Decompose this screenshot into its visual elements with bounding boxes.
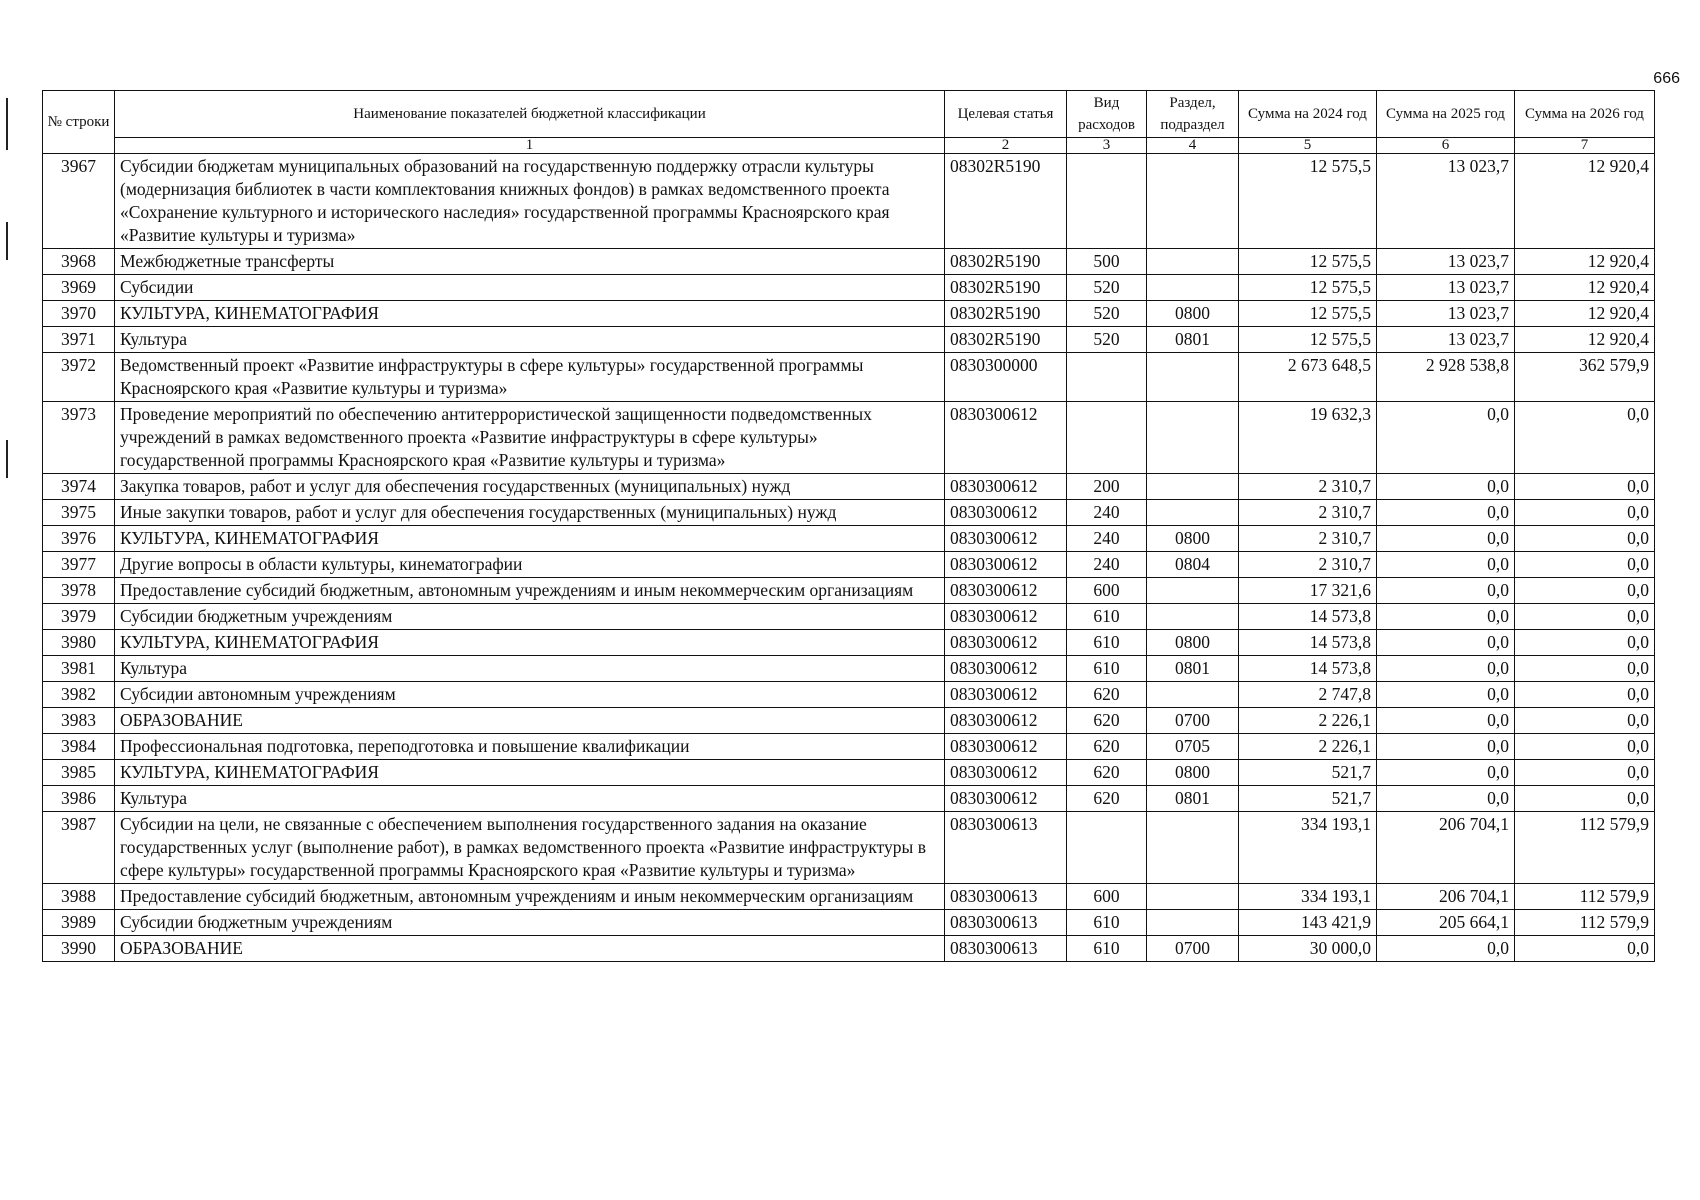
expense-type: 620 [1067,708,1147,734]
row-number: 3975 [43,500,115,526]
target-code: 0830300612 [945,500,1067,526]
expense-type: 600 [1067,578,1147,604]
sum-2024: 2 310,7 [1239,500,1377,526]
table-row [43,760,1655,786]
section-code [1147,884,1239,910]
sum-2026: 0,0 [1515,936,1655,962]
table-row [43,500,1655,526]
table-row [43,526,1655,552]
table-row [43,249,1655,275]
row-number: 3982 [43,682,115,708]
row-name: Субсидии бюджетным учреждениям [115,604,945,630]
header-sum-2024: Сумма на 2024 год [1239,91,1377,138]
sum-2024: 2 226,1 [1239,708,1377,734]
section-code [1147,474,1239,500]
target-code: 0830300612 [945,630,1067,656]
sum-2026: 12 920,4 [1515,154,1655,249]
sum-2025: 0,0 [1377,402,1515,474]
sum-2025: 0,0 [1377,708,1515,734]
table-body [43,154,1655,962]
row-name: КУЛЬТУРА, КИНЕМАТОГРАФИЯ [115,630,945,656]
sum-2024: 2 226,1 [1239,734,1377,760]
sum-2024: 2 310,7 [1239,552,1377,578]
row-name: Культура [115,786,945,812]
target-code: 08302R5190 [945,249,1067,275]
row-name: ОБРАЗОВАНИЕ [115,708,945,734]
table-row [43,578,1655,604]
row-number: 3987 [43,812,115,884]
target-code: 0830300612 [945,760,1067,786]
sum-2025: 13 023,7 [1377,154,1515,249]
row-name: Предоставление субсидий бюджетным, автономным учреждениям и иным некоммерческим организациям [115,884,945,910]
section-code: 0804 [1147,552,1239,578]
sum-2025: 0,0 [1377,936,1515,962]
section-code [1147,910,1239,936]
section-code: 0801 [1147,786,1239,812]
expense-type: 600 [1067,884,1147,910]
target-code: 0830300613 [945,936,1067,962]
target-code: 0830300612 [945,474,1067,500]
expense-type: 520 [1067,301,1147,327]
sum-2025: 0,0 [1377,786,1515,812]
table-row [43,734,1655,760]
column-number: 7 [1515,138,1655,154]
sum-2026: 12 920,4 [1515,249,1655,275]
section-code [1147,402,1239,474]
table-row [43,474,1655,500]
sum-2026: 112 579,9 [1515,884,1655,910]
row-number: 3989 [43,910,115,936]
expense-type: 610 [1067,936,1147,962]
table-row [43,910,1655,936]
target-code: 0830300612 [945,402,1067,474]
sum-2026: 0,0 [1515,760,1655,786]
row-name: КУЛЬТУРА, КИНЕМАТОГРАФИЯ [115,301,945,327]
row-name: Другие вопросы в области культуры, кинематографии [115,552,945,578]
section-code: 0800 [1147,526,1239,552]
section-code: 0800 [1147,760,1239,786]
expense-type: 520 [1067,327,1147,353]
section-code [1147,812,1239,884]
row-number: 3971 [43,327,115,353]
sum-2024: 12 575,5 [1239,327,1377,353]
margin-mark [6,98,8,150]
row-name: Профессиональная подготовка, переподготовка и повышение квалификации [115,734,945,760]
expense-type [1067,402,1147,474]
row-number: 3983 [43,708,115,734]
table-row [43,552,1655,578]
sum-2024: 2 310,7 [1239,526,1377,552]
sum-2024: 12 575,5 [1239,249,1377,275]
row-number: 3979 [43,604,115,630]
table-row [43,884,1655,910]
expense-type: 620 [1067,760,1147,786]
table-row [43,656,1655,682]
column-number: 3 [1067,138,1147,154]
sum-2024: 12 575,5 [1239,154,1377,249]
table-row [43,402,1655,474]
sum-2025: 0,0 [1377,760,1515,786]
expense-type: 620 [1067,786,1147,812]
expense-type: 620 [1067,734,1147,760]
section-code [1147,154,1239,249]
table-row [43,154,1655,249]
section-code: 0801 [1147,656,1239,682]
sum-2026: 112 579,9 [1515,812,1655,884]
table-row [43,275,1655,301]
sum-2025: 0,0 [1377,500,1515,526]
sum-2026: 0,0 [1515,734,1655,760]
target-code: 0830300613 [945,812,1067,884]
row-name: Иные закупки товаров, работ и услуг для обеспечения государственных (муниципальных) нужд [115,500,945,526]
table-row [43,708,1655,734]
header-row-no: № строки [43,91,115,154]
table-row [43,301,1655,327]
target-code: 0830300613 [945,910,1067,936]
column-number-row [43,138,1655,154]
sum-2026: 112 579,9 [1515,910,1655,936]
table-row [43,786,1655,812]
table-row [43,604,1655,630]
table-row [43,630,1655,656]
sum-2024: 12 575,5 [1239,301,1377,327]
sum-2025: 0,0 [1377,474,1515,500]
sum-2025: 13 023,7 [1377,275,1515,301]
sum-2026: 0,0 [1515,604,1655,630]
sum-2024: 334 193,1 [1239,884,1377,910]
sum-2024: 14 573,8 [1239,656,1377,682]
section-code [1147,500,1239,526]
sum-2024: 17 321,6 [1239,578,1377,604]
row-name: Культура [115,656,945,682]
sum-2026: 12 920,4 [1515,301,1655,327]
sum-2024: 12 575,5 [1239,275,1377,301]
sum-2026: 0,0 [1515,786,1655,812]
budget-table [42,90,1655,962]
column-number: 6 [1377,138,1515,154]
section-code: 0800 [1147,630,1239,656]
row-number: 3968 [43,249,115,275]
row-number: 3985 [43,760,115,786]
sum-2025: 0,0 [1377,630,1515,656]
row-name: Субсидии бюджетам муниципальных образований на государственную поддержку отрасли культуры (модернизация библиотек в части комплектования книжных фондов) в рамках ведомственного проекта «Сохранение культурного и исторического наследия» государственной программы Красноярского края «Развитие культуры и туризма» [115,154,945,249]
target-code: 0830300613 [945,884,1067,910]
expense-type: 240 [1067,552,1147,578]
expense-type: 200 [1067,474,1147,500]
expense-type: 520 [1067,275,1147,301]
table-row [43,327,1655,353]
sum-2026: 12 920,4 [1515,275,1655,301]
sum-2024: 14 573,8 [1239,604,1377,630]
row-number: 3978 [43,578,115,604]
sum-2024: 521,7 [1239,760,1377,786]
table-row [43,936,1655,962]
row-name: Субсидии [115,275,945,301]
target-code: 0830300612 [945,708,1067,734]
sum-2026: 0,0 [1515,526,1655,552]
header-sum-2025: Сумма на 2025 год [1377,91,1515,138]
sum-2026: 0,0 [1515,552,1655,578]
row-number: 3973 [43,402,115,474]
sum-2025: 13 023,7 [1377,327,1515,353]
expense-type: 610 [1067,630,1147,656]
section-code [1147,249,1239,275]
sum-2024: 19 632,3 [1239,402,1377,474]
margin-mark [6,440,8,478]
header-target: Целевая статья [945,91,1067,138]
sum-2025: 0,0 [1377,682,1515,708]
section-code [1147,275,1239,301]
sum-2026: 0,0 [1515,500,1655,526]
sum-2024: 2 310,7 [1239,474,1377,500]
sum-2024: 14 573,8 [1239,630,1377,656]
row-number: 3972 [43,353,115,402]
section-code [1147,353,1239,402]
sum-2025: 0,0 [1377,656,1515,682]
sum-2024: 2 673 648,5 [1239,353,1377,402]
row-name: КУЛЬТУРА, КИНЕМАТОГРАФИЯ [115,760,945,786]
row-name: ОБРАЗОВАНИЕ [115,936,945,962]
sum-2025: 13 023,7 [1377,249,1515,275]
target-code: 0830300612 [945,734,1067,760]
section-code: 0700 [1147,936,1239,962]
target-code: 0830300000 [945,353,1067,402]
section-code: 0801 [1147,327,1239,353]
section-code [1147,604,1239,630]
column-number: 5 [1239,138,1377,154]
sum-2025: 206 704,1 [1377,884,1515,910]
row-number: 3974 [43,474,115,500]
sum-2024: 334 193,1 [1239,812,1377,884]
row-name: Межбюджетные трансферты [115,249,945,275]
row-name: КУЛЬТУРА, КИНЕМАТОГРАФИЯ [115,526,945,552]
row-name: Субсидии автономным учреждениям [115,682,945,708]
row-number: 3967 [43,154,115,249]
row-number: 3990 [43,936,115,962]
row-number: 3984 [43,734,115,760]
row-number: 3970 [43,301,115,327]
row-number: 3980 [43,630,115,656]
target-code: 0830300612 [945,786,1067,812]
sum-2025: 0,0 [1377,552,1515,578]
sum-2026: 0,0 [1515,402,1655,474]
margin-mark [6,222,8,260]
row-name: Субсидии на цели, не связанные с обеспечением выполнения государственного задания на оказание государственных услуг (выполнение работ), в рамках ведомственного проекта «Развитие инфраструктуры в сфере культуры» государственной программы Красноярского края «Развитие культуры и туризма» [115,812,945,884]
target-code: 0830300612 [945,656,1067,682]
section-code: 0700 [1147,708,1239,734]
header-name: Наименование показателей бюджетной классификации [115,91,945,138]
sum-2025: 0,0 [1377,734,1515,760]
section-code: 0800 [1147,301,1239,327]
row-name: Проведение мероприятий по обеспечению антитеррористической защищенности подведомственных учреждений в рамках ведомственного проекта «Развитие инфраструктуры в сфере культуры» государственной программы Красноярского края «Развитие культуры и туризма» [115,402,945,474]
table-row [43,812,1655,884]
sum-2024: 2 747,8 [1239,682,1377,708]
sum-2024: 30 000,0 [1239,936,1377,962]
target-code: 08302R5190 [945,275,1067,301]
row-name: Закупка товаров, работ и услуг для обеспечения государственных (муниципальных) нужд [115,474,945,500]
expense-type [1067,154,1147,249]
sum-2026: 0,0 [1515,656,1655,682]
page-number: 666 [1653,70,1680,87]
expense-type [1067,812,1147,884]
target-code: 08302R5190 [945,301,1067,327]
sum-2026: 0,0 [1515,578,1655,604]
expense-type: 610 [1067,604,1147,630]
column-number: 1 [115,138,945,154]
sum-2025: 13 023,7 [1377,301,1515,327]
row-number: 3969 [43,275,115,301]
table-row [43,682,1655,708]
section-code: 0705 [1147,734,1239,760]
row-number: 3981 [43,656,115,682]
expense-type: 500 [1067,249,1147,275]
sum-2024: 521,7 [1239,786,1377,812]
expense-type [1067,353,1147,402]
sum-2026: 362 579,9 [1515,353,1655,402]
target-code: 0830300612 [945,682,1067,708]
expense-type: 240 [1067,526,1147,552]
target-code: 08302R5190 [945,327,1067,353]
expense-type: 610 [1067,910,1147,936]
sum-2026: 0,0 [1515,474,1655,500]
row-number: 3988 [43,884,115,910]
header-vid: Вид расходов [1067,91,1147,138]
section-code [1147,578,1239,604]
column-number: 4 [1147,138,1239,154]
expense-type: 620 [1067,682,1147,708]
table-row [43,353,1655,402]
sum-2025: 0,0 [1377,578,1515,604]
column-number: 2 [945,138,1067,154]
sum-2025: 0,0 [1377,526,1515,552]
row-name: Ведомственный проект «Развитие инфраструктуры в сфере культуры» государственной программы Красноярского края «Развитие культуры и туризма» [115,353,945,402]
expense-type: 240 [1067,500,1147,526]
row-name: Субсидии бюджетным учреждениям [115,910,945,936]
sum-2025: 206 704,1 [1377,812,1515,884]
target-code: 0830300612 [945,526,1067,552]
sum-2026: 12 920,4 [1515,327,1655,353]
sum-2025: 205 664,1 [1377,910,1515,936]
header-razdel: Раздел, подраздел [1147,91,1239,138]
sum-2026: 0,0 [1515,708,1655,734]
header-row [43,91,1655,138]
row-number: 3976 [43,526,115,552]
sum-2026: 0,0 [1515,630,1655,656]
target-code: 08302R5190 [945,154,1067,249]
sum-2026: 0,0 [1515,682,1655,708]
sum-2025: 0,0 [1377,604,1515,630]
expense-type: 610 [1067,656,1147,682]
target-code: 0830300612 [945,578,1067,604]
sum-2025: 2 928 538,8 [1377,353,1515,402]
row-name: Культура [115,327,945,353]
section-code [1147,682,1239,708]
row-name: Предоставление субсидий бюджетным, автономным учреждениям и иным некоммерческим организациям [115,578,945,604]
header-sum-2026: Сумма на 2026 год [1515,91,1655,138]
target-code: 0830300612 [945,552,1067,578]
target-code: 0830300612 [945,604,1067,630]
sum-2024: 143 421,9 [1239,910,1377,936]
row-number: 3977 [43,552,115,578]
row-number: 3986 [43,786,115,812]
